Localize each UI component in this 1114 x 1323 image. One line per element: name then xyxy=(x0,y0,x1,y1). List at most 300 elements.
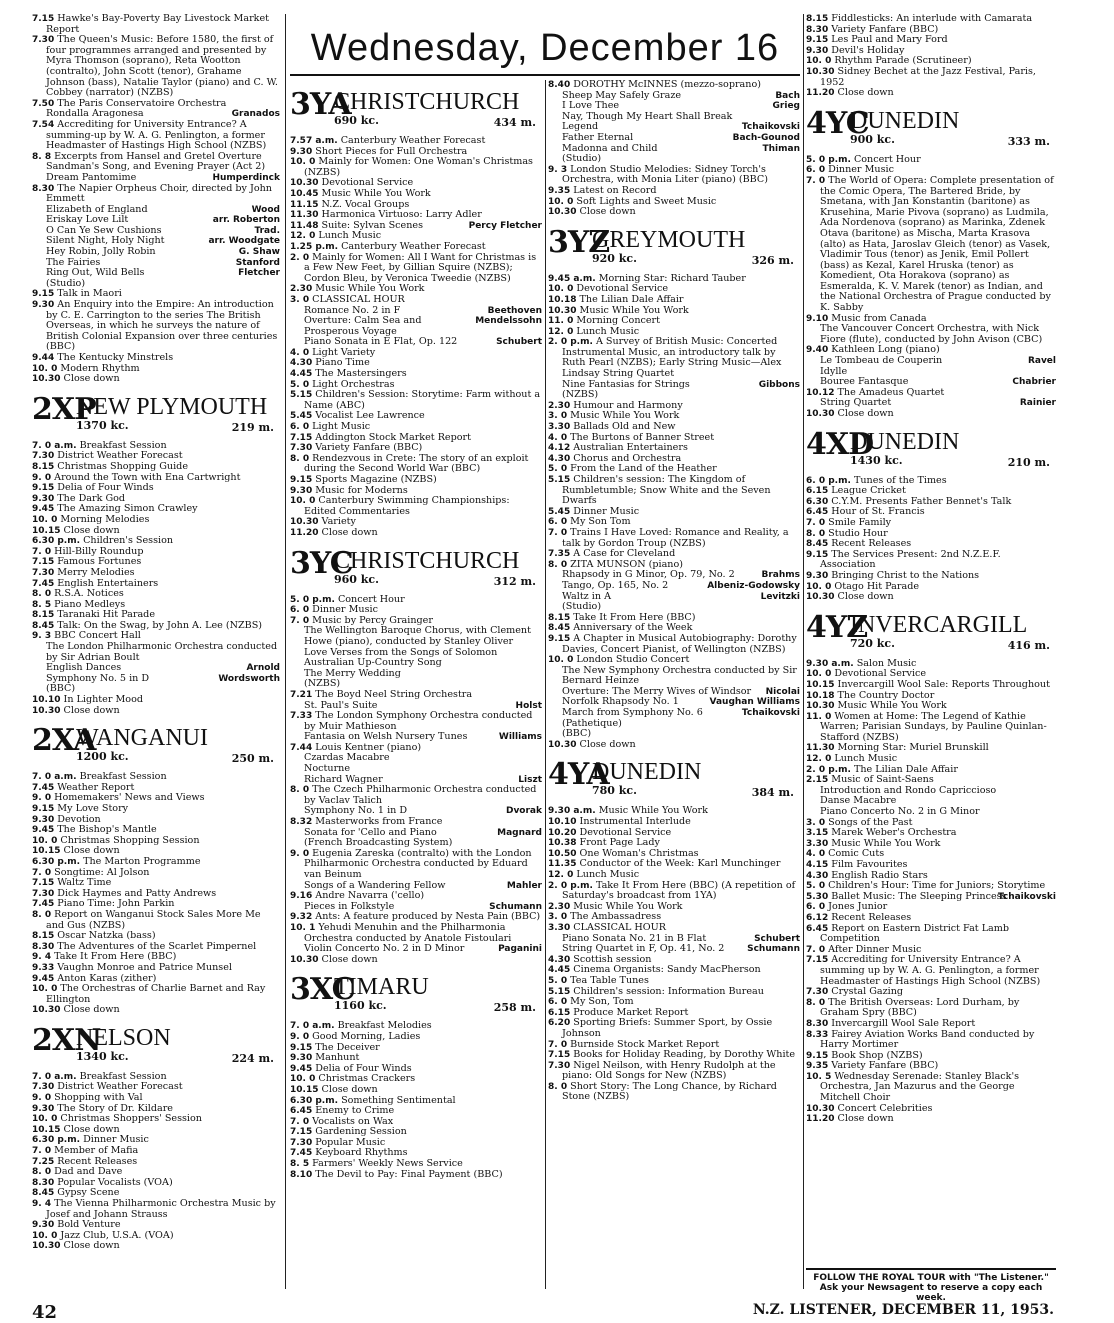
programme-title: Sidney Bechet at the Jazz Festival, Paris, 1952 xyxy=(820,65,1036,88)
programme-title: Morning Star: Muriel Brunskill xyxy=(837,742,989,754)
programme-time: 9.15 xyxy=(32,289,55,300)
programme-time: 8. 0 xyxy=(32,589,52,600)
programme-title: The Vienna Philharmonic Orchestra Music by Josef and Johann Strauss xyxy=(46,1198,276,1220)
programme-time: 9.30 xyxy=(290,1053,313,1064)
programme-time: 2. 0 p.m. xyxy=(806,764,851,775)
programme-entry xyxy=(806,924,1056,945)
programme-time: 7.30 xyxy=(32,35,55,46)
programme-title: Nocturne xyxy=(304,763,351,775)
programme-title: The Vancouver Concert Orchestra, with Nick Fiore (flute), conducted by John Avison (CBC) xyxy=(820,323,1043,345)
station-city: CHRISTCHURCH xyxy=(334,547,520,574)
programme-title: Pieces in Folkstyle xyxy=(304,900,395,912)
programme-title: Canterbury Swimming Championships: Edited Commentaries xyxy=(304,495,510,517)
programme-entry xyxy=(32,642,280,663)
programme-entry xyxy=(548,881,800,902)
programme-time: 10.38 xyxy=(548,838,577,849)
programme-title: The Paris Conservatoire Orchestra xyxy=(57,97,227,109)
programme-time: 10. 0 xyxy=(548,655,574,666)
programme-time: 10.20 xyxy=(548,827,577,838)
programme-composer: Tchaikovski xyxy=(997,891,1056,902)
programme-composer: Vaughan Williams xyxy=(709,697,800,708)
page-number: 42 xyxy=(32,1302,58,1323)
programme-title: Jazz Club, U.S.A. (VOA) xyxy=(60,1229,174,1241)
programme-composer: Schubert xyxy=(754,933,800,944)
programme-title: Farmers' Weekly News Service xyxy=(312,1158,463,1170)
programme-time: 9.40 xyxy=(806,345,829,356)
programme-composer: Percy Fletcher xyxy=(468,220,542,231)
programme-title: Tango, Op. 165, No. 2 xyxy=(562,579,669,591)
programme-title: Louis Kentner (piano) xyxy=(315,741,422,753)
programme-time: 9. 0 xyxy=(290,848,310,859)
programme-composer: Dvorak xyxy=(505,806,542,817)
programme-title: DOROTHY McINNES (mezzo-soprano) xyxy=(573,79,761,90)
programme-title: Invercargill Wool Sale: Reports Throughout xyxy=(837,678,1050,690)
programme-title: Elizabeth of England xyxy=(46,203,148,215)
programme-time: 10.15 xyxy=(32,1124,61,1135)
programme-title: Smile Family xyxy=(828,516,892,528)
programme-title: St. Paul's Suite xyxy=(304,699,378,711)
programme-title: District Weather Forecast xyxy=(57,450,183,462)
programme-title: Ballet Music: The Sleeping Princess xyxy=(831,890,1007,902)
programme-time: 9.30 xyxy=(290,146,313,157)
programme-time: 7.45 xyxy=(32,899,55,910)
programme-time: 7. 0 xyxy=(806,517,826,528)
station-frequency: 1160 kc. xyxy=(334,999,387,1013)
station-frequency: 900 kc. xyxy=(850,132,895,146)
programme-time: 8. 5 xyxy=(32,599,52,610)
programme-title: Music from Canada xyxy=(831,312,927,324)
programme-time: 5.15 xyxy=(548,475,571,485)
programme-time: 5.30 xyxy=(806,891,829,902)
programme-entry xyxy=(806,67,1056,88)
programme-title: Comic Cuts xyxy=(828,848,885,860)
programme-time: 10.30 xyxy=(806,66,835,77)
programme-title: Madonna and Child xyxy=(562,142,658,154)
programme-title: Dinner Music xyxy=(828,164,894,176)
programme-time: 6.30 p.m. xyxy=(32,536,80,547)
programme-time: 10.15 xyxy=(32,846,61,857)
programme-title: Hour of St. Francis xyxy=(831,506,925,518)
programme-time: 10.30 xyxy=(32,1241,61,1252)
programme-title: Fantasia on Welsh Nursery Tunes xyxy=(304,731,468,743)
programme-title: The Services Present: 2nd N.Z.E.F. Association xyxy=(820,548,1001,571)
programme-title: Light Music xyxy=(312,421,371,433)
station-header xyxy=(806,611,1056,655)
programme-composer: G. Shaw xyxy=(238,247,280,258)
programme-time: 10. 0 xyxy=(32,363,58,374)
programme-title: Bringing Christ to the Nations xyxy=(831,569,980,581)
programme-title: Rendezvous in Crete: The story of an exploit during the Second World War (BBC) xyxy=(304,452,529,475)
programme-title: Salon Music xyxy=(856,657,917,669)
programme-composer: Granados xyxy=(231,109,280,120)
station-city: INVERCARGILL xyxy=(850,611,1028,638)
programme-time: 7.30 xyxy=(32,567,55,578)
programme-title: Music of Saint-Saens xyxy=(831,774,934,786)
programme-time: 3.15 xyxy=(806,828,829,839)
programme-title: Ants: A feature produced by Nesta Pain (BBC) xyxy=(315,911,541,923)
programme-title: Vocalists on Wax xyxy=(312,1115,394,1127)
programme-composer: Rainier xyxy=(1019,398,1056,409)
programme-title: Overture: The Merry Wives of Windsor xyxy=(562,685,752,697)
station-frequency: 1430 kc. xyxy=(850,453,903,467)
programme-time: 8. 0 xyxy=(32,1167,52,1178)
programme-entry xyxy=(290,496,542,517)
programme-title: Conductor of the Week: Karl Munchinger xyxy=(579,858,781,870)
programme-title: Hill-Billy Roundup xyxy=(54,545,144,557)
column-4 xyxy=(806,14,1056,1125)
programme-title: Piano Concerto No. 2 in G Minor xyxy=(820,806,980,818)
programme-title: Crystal Gazing xyxy=(831,986,904,998)
programme-title: Tea Table Tunes xyxy=(570,974,649,986)
programme-time: 7.15 xyxy=(32,557,55,568)
programme-time: 9.30 xyxy=(32,1103,55,1114)
programme-title: Something Sentimental xyxy=(341,1094,456,1106)
programme-title: Children's Session xyxy=(83,535,174,547)
programme-title: Popular Vocalists (VOA) xyxy=(57,1176,173,1188)
programme-time: 9. 3 xyxy=(32,631,52,642)
programme-entry xyxy=(32,300,280,353)
programme-time: 10. 0 xyxy=(548,196,574,207)
programme-title: Piano Sonata in E Flat, Op. 122 xyxy=(304,336,458,348)
station-header xyxy=(32,724,280,768)
programme-time: 10.30 xyxy=(32,705,61,716)
programme-title: Talk in Maori xyxy=(57,288,122,300)
programme-title: Legend xyxy=(562,121,599,133)
programme-time: 3. 0 xyxy=(290,294,310,305)
programme-title: Recent Releases xyxy=(831,911,912,923)
programme-entry xyxy=(548,708,800,729)
programme-title: Weather Report xyxy=(57,781,135,793)
programme-title: Take It From Here (BBC) (A repetition of Saturday's broadcast from 1YA) xyxy=(562,879,796,902)
programme-entry xyxy=(548,207,800,218)
programme-composer: Schubert xyxy=(496,337,542,348)
programme-title: Music by Percy Grainger xyxy=(312,614,433,626)
programme-time: 8.45 xyxy=(32,1188,55,1199)
programme-time: 9.45 xyxy=(32,973,55,984)
programme-title: Recent Releases xyxy=(57,1155,138,1167)
programme-time: 6.20 xyxy=(548,1018,571,1029)
programme-title: Dinner Music xyxy=(573,505,640,517)
station-header xyxy=(32,1024,280,1068)
programme-time: 11.20 xyxy=(806,88,835,99)
programme-composer: Liszt xyxy=(518,774,542,785)
programme-title: Film Favourites xyxy=(831,859,908,870)
programme-time: 8.33 xyxy=(806,1029,829,1040)
programme-time: 8. 0 xyxy=(548,559,568,570)
programme-title: Close down xyxy=(63,1123,120,1135)
programme-title: Vaughn Monroe and Patrice Munsel xyxy=(57,961,232,973)
programme-time: 8.30 xyxy=(806,1018,829,1029)
programme-time: 9.15 xyxy=(548,633,571,644)
programme-title: Devotional Service xyxy=(321,177,414,189)
programme-entry xyxy=(32,1125,280,1136)
station-city: CHRISTCHURCH xyxy=(334,89,520,115)
programme-composer: Levitzki xyxy=(760,591,800,602)
programme-title: Popular Music xyxy=(315,1136,386,1148)
programme-title: R.S.A. Notices xyxy=(54,588,124,600)
programme-time: 7.35 xyxy=(548,549,571,560)
programme-title: BBC Concert Hall xyxy=(54,630,141,642)
programme-entry xyxy=(32,35,280,99)
station-wavelength: 333 m. xyxy=(1007,134,1050,148)
programme-time: 6.30 p.m. xyxy=(32,856,80,867)
programme-time: 7.30 xyxy=(548,1060,571,1071)
programme-entry xyxy=(32,184,280,205)
station-callsign: 4YZ xyxy=(806,609,868,645)
programme-entry xyxy=(290,923,542,944)
programme-composer: Stanford xyxy=(235,257,280,268)
programme-time: 10. 0 xyxy=(32,1230,58,1241)
station-frequency: 1200 kc. xyxy=(76,750,129,764)
programme-title: Andre Navarra ('cello) xyxy=(315,890,425,902)
programme-time: 10.30 xyxy=(290,517,319,528)
programme-title: Short Pieces for Full Orchestra xyxy=(315,145,468,157)
station-wavelength: 210 m. xyxy=(1007,455,1050,469)
programme-title: Otago Hit Parade xyxy=(834,580,920,592)
programme-time: 7.44 xyxy=(290,742,313,753)
programme-title: Mainly for Women: One Woman's Christmas (NZBS) xyxy=(304,156,533,178)
programme-time: 8.40 xyxy=(548,80,571,90)
programme-time: 6. 0 xyxy=(548,517,568,528)
programme-time: 4. 0 xyxy=(290,347,310,358)
programme-title: Eugenia Zareska (contralto) with the London Philharmonic Orchestra conducted by Eduard van Beinum xyxy=(304,847,532,880)
programme-time: 5.45 xyxy=(290,411,313,422)
programme-time: 7.33 xyxy=(290,711,313,722)
programme-time: 9.30 xyxy=(32,300,55,311)
programme-title: Concert Hour xyxy=(337,593,405,605)
programme-title: Around the Town with Ena Cartwright xyxy=(54,471,241,483)
programme-title: Devil's Holiday xyxy=(831,44,905,56)
programme-time: 11.20 xyxy=(806,1114,835,1125)
programme-title: Piano Sonata No. 21 in B Flat xyxy=(562,932,707,944)
programme-composer: Fletcher xyxy=(238,268,280,279)
programme-entry xyxy=(32,1199,280,1220)
programme-time: 9.30 xyxy=(32,1220,55,1231)
programme-composer: Mendelssohn xyxy=(475,316,542,327)
programme-title: Trains I Have Loved: Romance and Reality, a talk by Gordon Troup (NZBS) xyxy=(562,526,789,549)
programme-title: Hey Robin, Jolly Robin xyxy=(46,246,156,258)
programme-entry xyxy=(32,120,280,152)
programme-title: Sheep May Safely Graze xyxy=(562,89,682,101)
station-header xyxy=(548,758,800,802)
programme-title: Instrumental Interlude xyxy=(579,816,691,828)
programme-time: 10. 0 xyxy=(806,56,832,67)
programme-entry xyxy=(548,165,800,186)
station-city: GREYMOUTH xyxy=(592,226,746,253)
programme-title: Devotion xyxy=(57,813,101,825)
programme-time: 7. 0 xyxy=(290,615,310,626)
programme-title: Manhunt xyxy=(315,1052,360,1064)
programme-time: 9.15 xyxy=(290,475,313,485)
programme-title: The Amadeus Quartet xyxy=(837,386,945,398)
programme-entry xyxy=(290,454,542,475)
programme-title: (NZBS) xyxy=(562,389,599,401)
programme-time: 8. 0 xyxy=(806,997,826,1008)
programme-title: Music for Moderns xyxy=(315,484,408,496)
programme-time: 2. 0 p.m. xyxy=(548,880,593,891)
programme-title: Music While You Work xyxy=(315,283,425,295)
programme-time: 7.45 xyxy=(290,1148,313,1159)
programme-time: 9.15 xyxy=(290,1042,313,1053)
programme-title: Close down xyxy=(321,953,378,965)
programme-composer: arr. Woodgate xyxy=(208,236,280,247)
programme-title: Breakfast Melodies xyxy=(337,1020,432,1032)
programme-time: 9.10 xyxy=(806,313,829,324)
programme-time: 6.12 xyxy=(806,912,829,923)
programme-entry xyxy=(32,1005,280,1016)
title-rule xyxy=(290,74,800,76)
programme-time: 3. 0 xyxy=(806,817,826,828)
programme-time: 10.30 xyxy=(32,1005,61,1016)
programme-time: 8. 0 xyxy=(548,1081,568,1092)
station-callsign: 3YZ xyxy=(548,224,610,260)
programme-title: Morning Star: Richard Tauber xyxy=(598,272,746,284)
programme-entry xyxy=(806,324,1056,345)
programme-title: Short Story: The Long Chance, by Richard Stone (NZBS) xyxy=(562,1080,777,1103)
programme-title: Hawke's Bay-Poverty Bay Livestock Market Report xyxy=(46,13,270,35)
programme-title: (BBC) xyxy=(562,728,592,740)
programme-time: 9. 3 xyxy=(548,164,568,175)
programme-title: Soft Lights and Sweet Music xyxy=(576,195,717,207)
programme-time: 8.15 xyxy=(548,612,571,623)
programme-title: Dad and Dave xyxy=(54,1166,123,1178)
programme-time: 2.15 xyxy=(806,775,829,786)
programme-time: 7.15 xyxy=(290,432,313,443)
programme-entry xyxy=(548,666,800,687)
programme-title: The Boyd Neel String Orchestra xyxy=(315,688,473,700)
programme-title: Mainly for Women: All I Want for Christmas is a Few New Feet, by Gillian Squire (NZBS); Cordon Bleu, by Veronica Tweedie (NZBS) xyxy=(304,251,537,284)
programme-time: 10.50 xyxy=(548,848,577,859)
programme-entry xyxy=(548,1018,800,1039)
programme-time: 9.35 xyxy=(806,1061,829,1072)
programme-time: 10. 0 xyxy=(32,835,58,846)
programme-time: 8.15 xyxy=(32,931,55,942)
programme-time: 5. 0 p.m. xyxy=(806,154,851,165)
programme-title: Oscar Natzka (bass) xyxy=(57,930,156,942)
programme-time: 11.48 xyxy=(290,220,319,231)
programme-title: Rhapsody in G Minor, Op. 79, No. 2 xyxy=(562,569,735,581)
programme-title: London Studio Concert xyxy=(576,654,690,666)
programme-title: Close down xyxy=(63,845,120,857)
programme-title: Humour and Harmony xyxy=(573,399,683,411)
programme-time: 7.15 xyxy=(290,1127,313,1138)
programme-time: 5. 0 xyxy=(548,975,568,986)
programme-time: 11.20 xyxy=(290,527,319,538)
programme-time: 7.25 xyxy=(32,1156,55,1167)
programme-title: Czardas Macabre xyxy=(304,752,390,764)
programme-title: (Studio) xyxy=(562,153,602,165)
programme-title: Yehudi Menuhin and the Philharmonia Orchestra conducted by Anatole Fistoulari xyxy=(304,921,512,944)
programme-time: 11.15 xyxy=(290,199,319,210)
programme-time: 7. 0 a.m. xyxy=(290,1021,335,1032)
programme-title: The Country Doctor xyxy=(837,689,935,701)
programme-composer: Williams xyxy=(498,732,542,743)
programme-time: 9.15 xyxy=(806,549,829,560)
programme-title: O Can Ye Sew Cushions xyxy=(46,224,162,236)
station-wavelength: 326 m. xyxy=(751,253,794,267)
programme-time: 8. 8 xyxy=(32,151,52,162)
programme-time: 9. 4 xyxy=(32,952,52,963)
column-divider xyxy=(803,14,804,1289)
programme-title: Close down xyxy=(837,1113,894,1125)
programme-entry xyxy=(290,955,542,966)
programme-time: 4. 0 xyxy=(548,432,568,443)
programme-time: 9. 0 xyxy=(32,1093,52,1104)
programme-time: 9.30 xyxy=(806,570,829,581)
programme-time: 10. 0 xyxy=(290,496,316,507)
station-city: DUNEDIN xyxy=(850,428,960,455)
programme-title: Concert Hour xyxy=(853,153,921,165)
programme-entry xyxy=(548,528,800,549)
programme-title: Music While You Work xyxy=(570,410,680,422)
programme-title: Take It From Here (BBC) xyxy=(573,611,696,623)
programme-time: 9.15 xyxy=(32,483,55,494)
programme-time: 11.35 xyxy=(548,859,577,870)
programme-title: Norfolk Rhapsody No. 1 xyxy=(562,696,679,708)
programme-title: Music While You Work xyxy=(837,700,947,712)
programme-title: Marek Weber's Orchestra xyxy=(831,827,957,839)
programme-title: Ring Out, Wild Bells xyxy=(46,267,145,279)
programme-title: Breakfast Session xyxy=(79,1070,167,1082)
station-header xyxy=(806,107,1056,151)
programme-time: 10.30 xyxy=(290,178,319,189)
programme-title: The Lilian Dale Affair xyxy=(853,763,958,775)
programme-title: Close down xyxy=(321,526,378,538)
programme-title: An Enquiry into the Empire: An introduction by C. E. Carrington to the series The British Overseas, in which he surveys the nature of British Colonial Expansion over three centuries (BBC) xyxy=(46,299,278,353)
programme-title: Close down xyxy=(63,704,120,716)
programme-entry xyxy=(806,955,1056,987)
programme-title: Piano Time xyxy=(315,357,370,369)
programme-title: Waltz in A xyxy=(562,590,611,602)
programme-title: Light Orchestras xyxy=(312,378,395,390)
station-frequency: 720 kc. xyxy=(850,636,895,650)
programme-time: 10. 0 xyxy=(32,984,58,995)
programme-title: Music While You Work xyxy=(321,187,431,199)
programme-title: The Deceiver xyxy=(315,1041,380,1053)
programme-time: 3.30 xyxy=(806,838,829,849)
programme-time: 9.15 xyxy=(32,804,55,814)
programme-title: Burnside Stock Market Report xyxy=(570,1038,720,1050)
programme-title: The Fairies xyxy=(46,256,101,268)
programme-title: The Lilian Dale Affair xyxy=(579,293,684,305)
programme-title: Good Morning, Ladies xyxy=(312,1030,421,1042)
programme-title: Accrediting for University Entrance? A summing up by W. A. G. Penlington, a former Headmaster of Hastings High School (NZBS) xyxy=(820,954,1041,987)
programme-title: Breakfast Session xyxy=(79,439,167,451)
programme-title: Sandman's Song, and Evening Prayer (Act 2) xyxy=(46,161,266,173)
programme-title: Studio Hour xyxy=(828,527,888,539)
programme-time: 3. 0 xyxy=(548,411,568,422)
programme-title: The Bishop's Mantle xyxy=(57,824,157,836)
programme-title: (French Broadcasting System) xyxy=(304,837,453,849)
programme-title: Delia of Four Winds xyxy=(315,1062,412,1074)
programme-time: 7. 0 a.m. xyxy=(32,440,77,451)
programme-time: 7.30 xyxy=(32,451,55,462)
programme-time: 4.15 xyxy=(806,860,829,870)
station-callsign: 2XA xyxy=(32,723,96,759)
programme-entry xyxy=(806,1030,1056,1051)
programme-time: 4.45 xyxy=(548,965,571,976)
programme-time: 7. 0 xyxy=(548,527,568,538)
programme-composer: Paganini xyxy=(498,944,542,955)
programme-time: 8.45 xyxy=(32,620,55,631)
programme-entry xyxy=(548,1061,800,1082)
programme-time: 10.10 xyxy=(548,817,577,828)
programme-time: 12. 0 xyxy=(806,754,832,765)
programme-title: District Weather Forecast xyxy=(57,1081,183,1093)
station-city: WANGANUI xyxy=(76,725,208,752)
programme-title: Violin Concerto No. 2 in D Minor xyxy=(304,943,465,955)
programme-time: 8. 0 xyxy=(290,453,310,464)
